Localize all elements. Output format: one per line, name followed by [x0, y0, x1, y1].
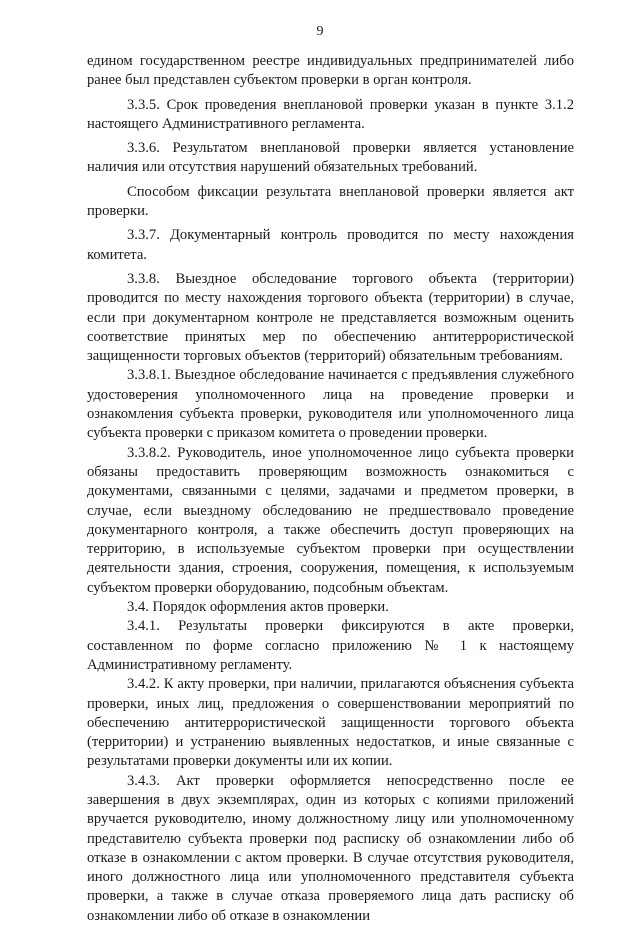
paragraph-3-3-6: 3.3.6. Результатом внеплановой проверки является установление наличия или отсутствия нарушений обязательных требований. [87, 140, 574, 176]
heading-3-4: 3.4. Порядок оформления актов проверки. [127, 599, 389, 616]
paragraph-3-4-1: 3.4.1. Результаты проверки фиксируются в акте проверки, составленном по форме согласно приложению № 1 к настоящему Административному регламенту. [87, 618, 574, 673]
paragraph-3-4-3: 3.4.3. Акт проверки оформляется непосредственно после ее завершения в двух экземплярах, один из которых с копиями приложений вручается руководителю, иному должностному лицу или уполномоченному представителю субъекта проверки под расписку об ознакомлении либо об отказе в ознакомлении с актом проверки. В случае отсутствия руководителя, иного должностного лица или уполномоченного представителя субъекта проверки, а также в случае отказа проверяемого лица дать расписку об ознакомлении либо об отказе в ознакомлении [87, 772, 574, 924]
paragraph-3-3-8: 3.3.8. Выездное обследование торгового объекта (территории) проводится по месту нахождения торгового объекта (территории) в случае, если при документарном контроле не представляется возможным оценить соответствие принятых мер по обеспечению антитеррористической защищенности торговых объектов (территорий) обязательным требованиям. [87, 270, 574, 365]
paragraph-3-3-8-2: 3.3.8.2. Руководитель, иное уполномоченное лицо субъекта проверки обязаны предоставить проверяющим возможность ознакомиться с документами, связанными с целями, задачами и предметом проверки, в случае, если выездному обследованию не предшествовало проведение документарного контроля, а также обеспечить доступ проверяющих на территорию, в используемые субъектом проверки при осуществлении деятельности здания, строения, сооружения, помещения, к используемым субъектом проверки оборудованию, подсобным объектам. [87, 444, 574, 596]
paragraph-3-4-2: 3.4.2. К акту проверки, при наличии, прилагаются объяснения субъекта проверки, иных лиц, предложения о совершенствовании мероприятий по обеспечению антитеррористической защищенности торгового объекта (территории) и устранению выявленных недостатков, и иные связанные с результатами проверки документы или их копии. [87, 676, 574, 770]
paragraph-3-3-8-1: 3.3.8.1. Выездное обследование начинается с предъявления служебного удостоверения уполномоченного лица на проведение проверки и ознакомления субъекта проверки, руководителя или уполномоченного лица субъекта проверки с приказом комитета о проведении проверки. [87, 367, 574, 442]
paragraph-3-3-7: 3.3.7. Документарный контроль проводится по месту нахождения комитета. [87, 227, 574, 263]
paragraph-continuation: едином государственном реестре индивидуальных предпринимателей либо ранее был представлен субъектом проверки в орган контроля. [87, 53, 574, 89]
paragraph-3-3-5: 3.3.5. Срок проведения внеплановой проверки указан в пункте 3.1.2 настоящего Административного регламента. [87, 96, 574, 132]
document-body [87, 52, 574, 926]
paragraph-fixation-method: Способом фиксации результата внеплановой проверки является акт проверки. [87, 183, 574, 220]
page-number: 9 [316, 24, 324, 39]
